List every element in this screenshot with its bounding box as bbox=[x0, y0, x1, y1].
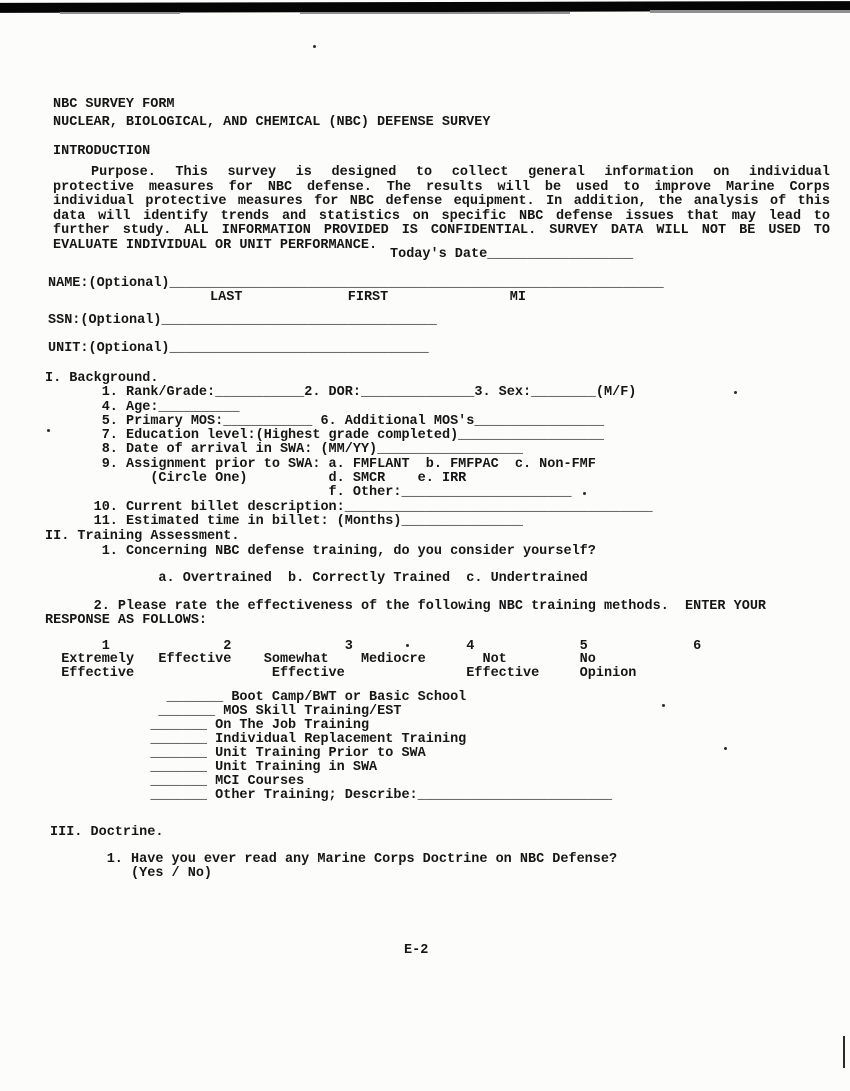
background-line: (Circle One) d. SMCR e. IRR bbox=[45, 471, 467, 487]
background-line: f. Other:_____________________ bbox=[45, 485, 572, 501]
training-method-row: _______ Unit Training Prior to SWA bbox=[45, 746, 426, 761]
background-line: 5. Primary MOS:___________ 6. Additional MOS's________________ bbox=[45, 413, 604, 429]
ssn-field-line: SSN:(Optional)__________________________________ bbox=[48, 313, 437, 328]
training-method-row: _______ Individual Replacement Training bbox=[45, 732, 467, 747]
name-field-line: NAME:(Optional)_____________________________________________________________ bbox=[48, 276, 664, 291]
intro-paragraph bbox=[53, 166, 830, 254]
document-subtitle: NUCLEAR, BIOLOGICAL, AND CHEMICAL (NBC) DEFENSE SURVEY bbox=[53, 115, 491, 130]
document-header bbox=[53, 96, 490, 132]
training-q2-line: RESPONSE AS FOLLOWS: bbox=[45, 613, 208, 628]
doctrine-q1-answers: (Yes / No) bbox=[50, 866, 213, 881]
doctrine-q1: 1. Have you ever read any Marine Corps Doctrine on NBC Defense? bbox=[50, 852, 618, 867]
background-line: 7. Education level:(Highest grade completed)__________________ bbox=[45, 428, 604, 444]
intro-paragraph-line: individual protective measures for NBC defense equipment. In addition, the analysis of this bbox=[53, 194, 830, 210]
background-line: 9. Assignment prior to SWA: a. FMFLANT b. FMFPAC c. Non-FMF bbox=[45, 456, 596, 472]
section-3-heading: III. Doctrine. bbox=[50, 825, 164, 840]
rating-scale-numbers: 1 2 3 4 5 6 bbox=[45, 639, 702, 654]
section-2-heading: II. Training Assessment. bbox=[45, 529, 240, 544]
training-method-row: _______ MCI Courses bbox=[45, 774, 305, 789]
scanner-edge-fringe bbox=[60, 12, 180, 14]
rating-scale-labels: Effective Effective Effective Opinion bbox=[45, 665, 637, 681]
training-q1: 1. Concerning NBC defense training, do you consider yourself? bbox=[45, 544, 596, 559]
document-title: NBC SURVEY FORM bbox=[53, 97, 175, 112]
background-line: 11. Estimated time in billet: (Months)_______________ bbox=[45, 513, 523, 529]
scan-artifact-dot bbox=[724, 747, 727, 750]
intro-paragraph-line: protective measures for NBC defense. The results will be used to improve Marine Corps bbox=[53, 179, 830, 195]
intro-paragraph-line: further study. ALL INFORMATION PROVIDED IS CONFIDENTIAL. SURVEY DATA WILL NOT BE USED TO bbox=[53, 223, 830, 239]
training-method-row: _______ MOS Skill Training/EST bbox=[45, 704, 402, 719]
intro-heading: INTRODUCTION bbox=[53, 144, 151, 159]
training-q2-line: 2. Please rate the effectiveness of the following NBC training methods. ENTER YOUR bbox=[45, 599, 767, 614]
training-method-row: _______ Unit Training in SWA bbox=[45, 760, 378, 775]
name-sublabels: LAST FIRST MI bbox=[48, 290, 526, 305]
background-line: 4. Age:__________ bbox=[45, 399, 240, 415]
background-line: 10. Current billet description:______________________________________ bbox=[45, 499, 653, 515]
training-method-row: _______ Boot Camp/BWT or Basic School bbox=[45, 690, 467, 705]
rating-scale bbox=[45, 640, 701, 680]
scanner-edge-fringe bbox=[300, 12, 570, 14]
section-background bbox=[45, 372, 653, 529]
training-methods-list bbox=[45, 691, 612, 803]
page-number: E-2 bbox=[404, 943, 429, 958]
rating-scale-labels: Extremely Effective Somewhat Mediocre Not No bbox=[45, 652, 596, 668]
intro-paragraph-line: Purpose. This survey is designed to collect general information on individual bbox=[91, 165, 830, 180]
training-method-row: _______ Other Training; Describe:________________________ bbox=[45, 788, 613, 803]
scan-artifact-dot bbox=[313, 45, 316, 48]
todays-date-line: Today's Date__________________ bbox=[390, 247, 634, 262]
training-q1-options: a. Overtrained b. Correctly Trained c. Undertrained bbox=[45, 571, 588, 586]
scanner-edge-fringe bbox=[650, 10, 850, 13]
scan-artifact-dot bbox=[662, 704, 665, 707]
right-edge-scan-mark bbox=[843, 1036, 845, 1068]
intro-paragraph-line: data will identify trends and statistics on specific NBC defense issues that may lead to bbox=[53, 208, 830, 224]
unit-field-line: UNIT:(Optional)________________________________ bbox=[48, 341, 429, 356]
training-method-row: _______ On The Job Training bbox=[45, 718, 370, 733]
intro-paragraph-line: EVALUATE INDIVIDUAL OR UNIT PERFORMANCE. bbox=[53, 237, 378, 253]
background-line: 8. Date of arrival in SWA: (MM/YY)__________________ bbox=[45, 442, 523, 458]
scan-artifact-dot bbox=[734, 391, 737, 394]
background-line: 1. Rank/Grade:___________2. DOR:______________3. Sex:________(M/F) bbox=[45, 385, 637, 401]
section-1-heading: I. Background. bbox=[45, 371, 159, 386]
